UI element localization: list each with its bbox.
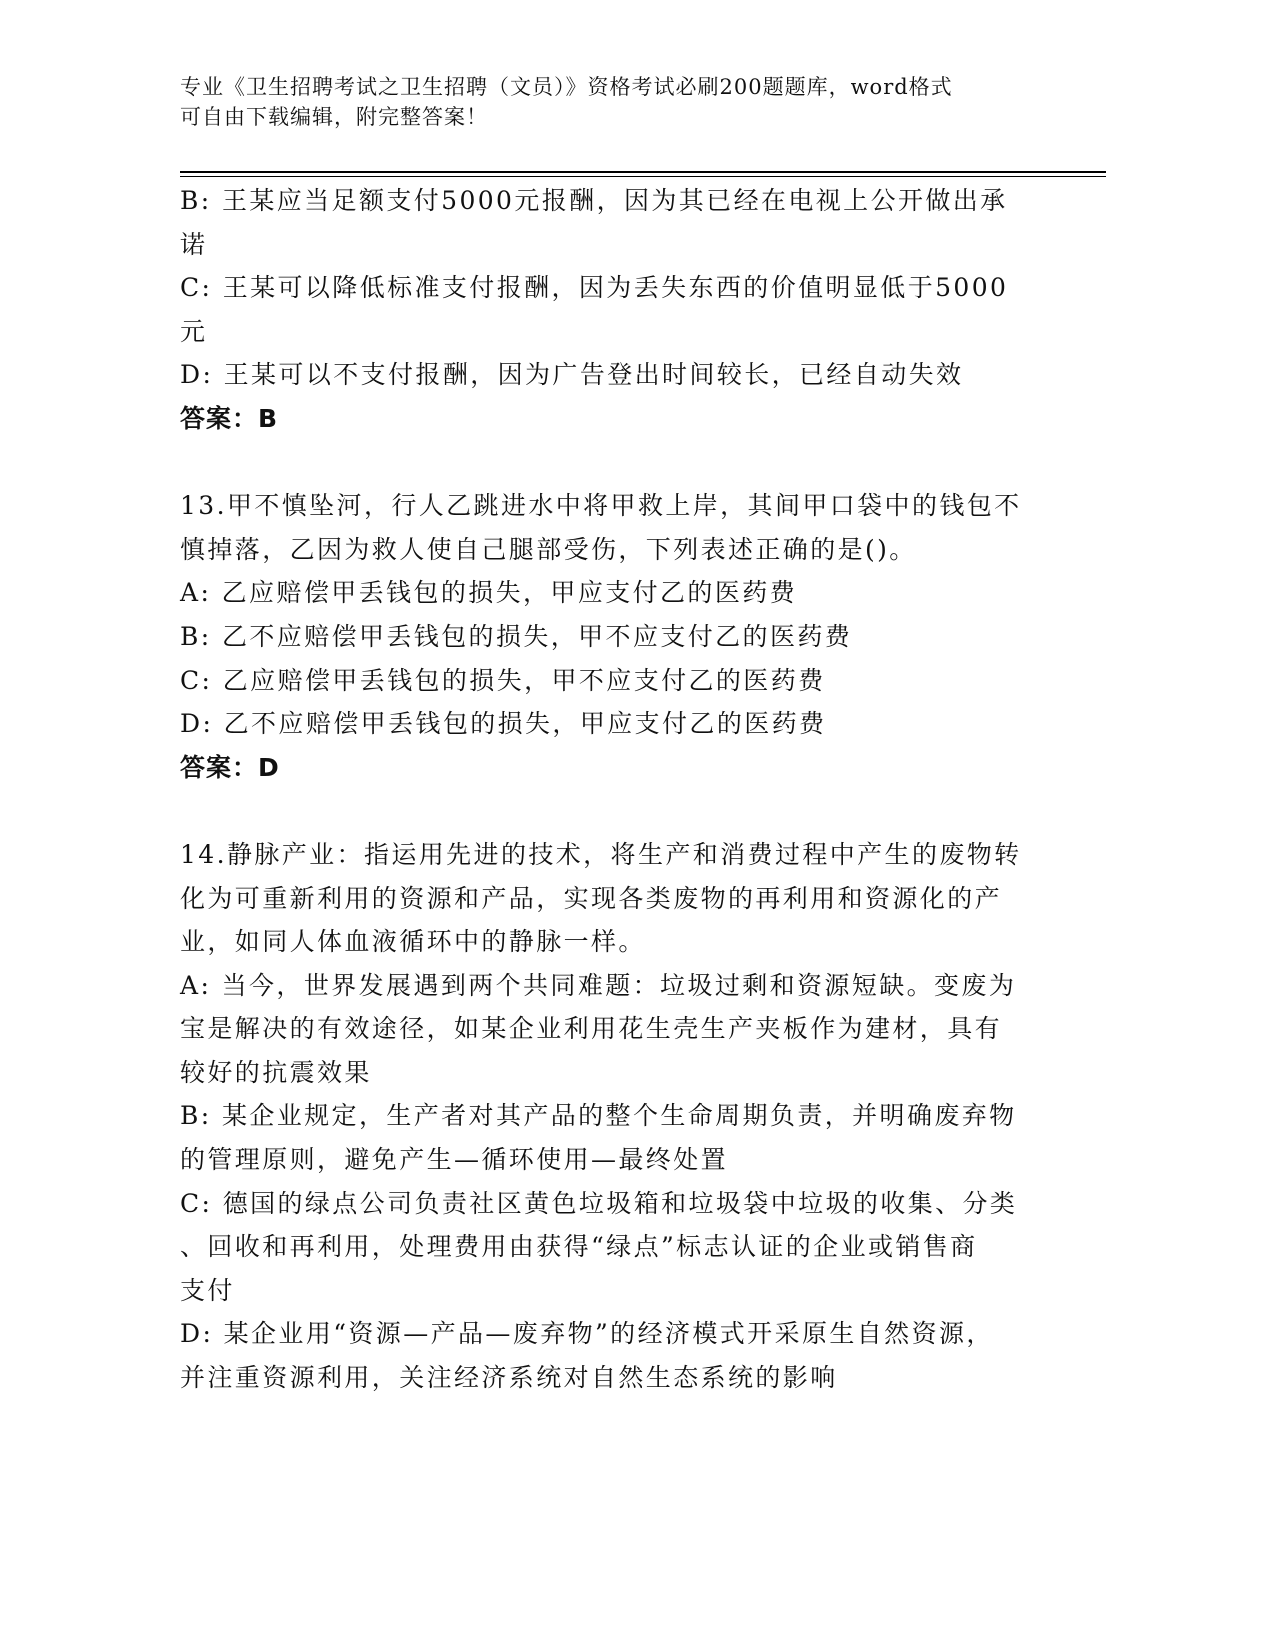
text-line: B: 某企业规定，生产者对其产品的整个生命周期负责，并明确废弃物 [180, 1101, 1017, 1131]
text-line: D: 乙不应赔偿甲丢钱包的损失，甲应支付乙的医药费 [180, 709, 827, 739]
text-line: C: 德国的绿点公司负责社区黄色垃圾箱和垃圾袋中垃圾的收集、分类 [180, 1188, 1018, 1218]
text-line: C: 王某可以降低标准支付报酬，因为丢失东西的价值明显低于5000 [180, 273, 1009, 303]
text-line: B: 乙不应赔偿甲丢钱包的损失，甲不应支付乙的医药费 [180, 621, 853, 651]
header-line: 可自由下载编辑，附完整答案！ [180, 105, 488, 129]
header-divider [180, 171, 1106, 173]
blank-line [180, 789, 1060, 833]
text-line: 宝是解决的有效途径，如某企业利用花生壳生产夹板作为建材，具有 [180, 1014, 1003, 1044]
text-line: C: 乙应赔偿甲丢钱包的损失，甲不应支付乙的医药费 [180, 665, 826, 695]
blank-line [180, 441, 1060, 485]
answer-line: 答案：B [180, 403, 279, 433]
text-line: 元 [180, 316, 208, 346]
text-line: D: 王某可以不支付报酬，因为广告登出时间较长，已经自动失效 [180, 360, 964, 390]
text-line: 较好的抗震效果 [180, 1057, 372, 1087]
text-line: 诺 [180, 229, 208, 259]
text-line: 、回收和再利用，处理费用由获得“绿点”标志认证的企业或销售商 [180, 1232, 978, 1262]
document-header [180, 72, 953, 132]
text-line: 的管理原则，避免产生—循环使用—最终处置 [180, 1145, 729, 1175]
text-line: 慎掉落，乙因为救人使自己腿部受伤，下列表述正确的是()。 [180, 534, 917, 564]
header-divider-thin [180, 176, 1106, 177]
text-line: D: 某企业用“资源—产品—废弃物”的经济模式开采原生自然资源， [180, 1319, 994, 1349]
text-line: 并注重资源利用，关注经济系统对自然生态系统的影响 [180, 1363, 838, 1393]
text-line: 13.甲不慎坠河，行人乙跳进水中将甲救上岸，其间甲口袋中的钱包不 [180, 491, 1022, 521]
text-line: 14.静脉产业：指运用先进的技术，将生产和消费过程中产生的废物转 [180, 839, 1022, 869]
text-line: B: 王某应当足额支付5000元报酬，因为其已经在电视上公开做出承 [180, 186, 1008, 215]
document-body [180, 179, 1060, 1400]
text-line: A: 当今，世界发展遇到两个共同难题：垃圾过剩和资源短缺。变废为 [180, 970, 1017, 1000]
text-line: 支付 [180, 1275, 235, 1305]
text-line: A: 乙应赔偿甲丢钱包的损失，甲应支付乙的医药费 [180, 578, 798, 608]
text-line: 化为可重新利用的资源和产品，实现各类废物的再利用和资源化的产 [180, 883, 1003, 913]
answer-line: 答案：D [180, 752, 280, 782]
text-line: 业，如同人体血液循环中的静脉一样。 [180, 927, 646, 957]
header-line: 专业《卫生招聘考试之卫生招聘（文员）》资格考试必刷200题题库，word格式 [180, 75, 953, 99]
